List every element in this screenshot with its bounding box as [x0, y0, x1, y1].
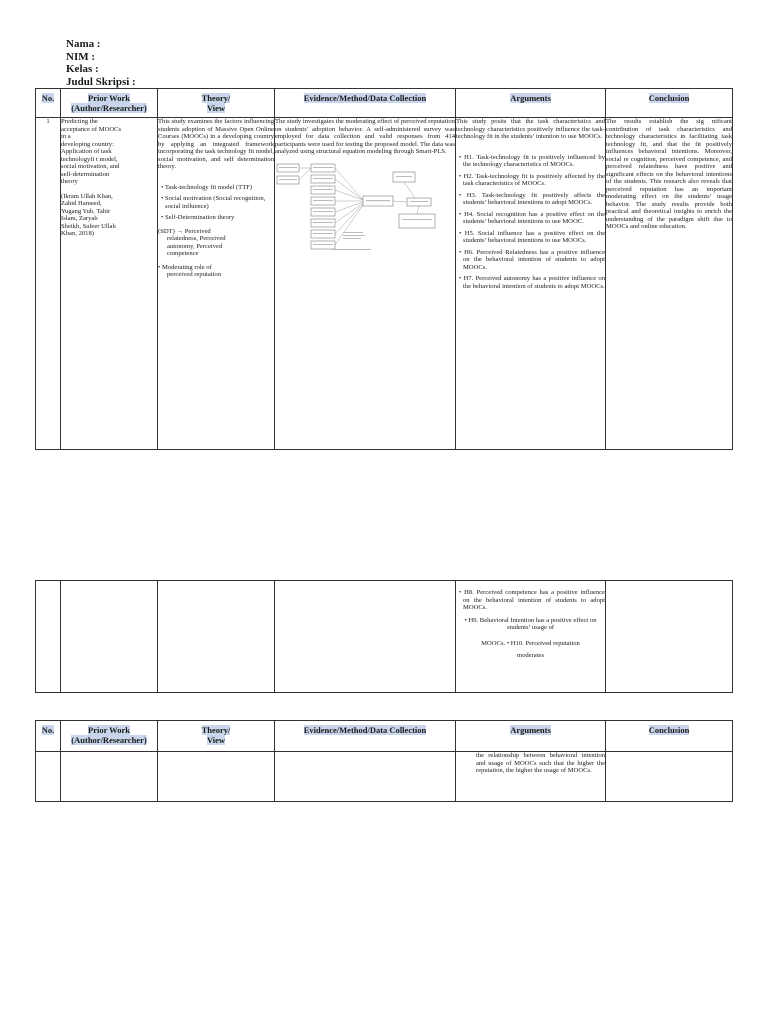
- nama-label: Nama :: [66, 38, 101, 50]
- theory-bullet: • Social motivation (Social recognition, social influence): [161, 195, 266, 210]
- hypothesis-h4: • H4. Social recognition has a positive effect on the students’ behavioral intentions to use MOOC.: [459, 210, 605, 225]
- moderating-bullet: • Moderating role of: [158, 263, 212, 271]
- col-no: No.: [36, 89, 61, 118]
- col-conclusion: Conclusion: [606, 89, 733, 118]
- nim-label: NIM :: [66, 50, 96, 63]
- theory-bullet: • Self-Determination theory: [161, 214, 235, 221]
- prior-work-cell: [61, 118, 158, 450]
- hypothesis-h2: • H2. Task-technology fit is positively affected by the task characteristics of MOOCs.: [459, 172, 605, 187]
- row-number: 1: [36, 118, 61, 450]
- paper-title: Predicting the acceptance of MOOCs in a developing country: Application of task technologyfi t model, social motivation, and self-determination theory: [61, 118, 122, 185]
- arguments-cell: [456, 118, 606, 450]
- empty-cell: [158, 581, 275, 693]
- empty-cell: [36, 581, 61, 693]
- arguments-intro: This study posits that the task characteristics and technology characteristics positively influence the task-technology fit in the students’ intention to use MOOCs.: [456, 118, 605, 140]
- arguments-cell: [456, 581, 606, 693]
- col-theory: Theory/ View: [158, 89, 275, 118]
- hypothesis-h7: • H7. Perceived autonomy has a positive influence on the behavioral intention of students to adopt MOOCs.: [459, 275, 605, 290]
- table-row: [36, 581, 733, 693]
- hypothesis-h9: • H9. Behavioral Intention has a positive effect on students’ usage of: [464, 616, 597, 631]
- sdt-line: (SDT) → Perceived: [158, 227, 211, 235]
- empty-cell: [158, 752, 275, 802]
- arguments-cell: the relationship between behavioral intention and usage of MOOCs such that the higher the reputation, the higher the usage of MOOCs.: [456, 752, 606, 802]
- table-header-row: [36, 721, 733, 752]
- evidence-cell: [275, 118, 456, 450]
- theory-bullet: • Task-technology fit model (TTF): [161, 183, 253, 191]
- hypothesis-h1: • H1. Task-technology fit is positively influenced by the technology characteristics of MOOCs.: [459, 153, 605, 168]
- theory-intro: This study examines the factors influencing students adoption of Massive Open Online Courses (MOOCs) in a developing country by applying an integrated framework incorporating the task technology fit model, social motivation, and self determination theory.: [158, 118, 274, 170]
- empty-cell: [606, 581, 733, 693]
- col-arguments: Arguments: [456, 89, 606, 118]
- judul-skripsi-label: Judul Skripsi :: [66, 75, 136, 88]
- table-row: [36, 118, 733, 450]
- evidence-text: The study investigates the moderating effect of perceived reputation on students’ adoption behavior. A self-administered survey was employed for data collection and valid responses from 414 participants were used for testing the proposed model. The data was analyzed using structural equation modeling through Smart-PLS.: [275, 118, 455, 155]
- kelas-label: Kelas :: [66, 63, 99, 75]
- literature-table-1: [35, 88, 733, 450]
- paper-authors: (Ikram Ullah Khan, Zahid Hameed, Yugang Yub, Tahir Islam, Zaryab Sheikh, Safeer Ullah Khan, 2018): [61, 192, 116, 237]
- empty-cell: [61, 581, 158, 693]
- col-evidence: Evidence/Method/Data Collection: [275, 721, 456, 752]
- literature-table-3: [35, 720, 733, 802]
- empty-cell: [275, 752, 456, 802]
- hypothesis-h6: • H6. Perceived Relatedness has a positive influence on the behavioral intention of students to adopt MOOCs.: [459, 248, 605, 271]
- col-no: No.: [36, 721, 61, 752]
- moderating-detail: perceived reputation: [167, 271, 222, 278]
- conclusion-cell: The results establish the sig nificant contribution of task characteristics and technology characteristics in facilitating task technology fit, and that the fit positively influences behavioral intentions. Moreover, social re cognition, perceived competence, and perceived relatedness have positive and significant effects on the behavioral intentions of the students. This research also reveals that perceived reputation has an important moderating effect on the students’ usage behavior. The study results provide both practical and theoretical insights to enrich the understanding of the paradigm shift due to MOOCs and online education.: [606, 118, 733, 450]
- col-prior-work: Prior Work (Author/Researcher): [61, 89, 158, 118]
- col-theory: Theory/ View: [158, 721, 275, 752]
- empty-cell: [606, 752, 733, 802]
- moderates-text: moderates: [516, 652, 545, 659]
- col-conclusion: Conclusion: [606, 721, 733, 752]
- hypothesis-h5: • H5. Social influence has a positive effect on the students’ behavioral intentions to use MOOCs.: [459, 229, 605, 244]
- hypothesis-h10: MOOCs. • H10. Perceived reputation: [481, 639, 580, 647]
- col-evidence: Evidence/Method/Data Collection: [275, 89, 456, 118]
- hypothesis-h3: • H3. Task-technology fit positively affects the students’ behavioral intentions to adopt MOOCs.: [459, 191, 605, 206]
- table-row: [36, 752, 733, 802]
- student-info-header: [66, 38, 136, 88]
- theory-cell: [158, 118, 275, 450]
- empty-cell: [36, 752, 61, 802]
- hypothesis-h8: • H8. Perceived competence has a positive influence on the behavioral intention of students to adopt MOOCs.: [459, 589, 605, 611]
- col-arguments: Arguments: [456, 721, 606, 752]
- research-model-diagram: [275, 162, 443, 252]
- literature-table-2: [35, 580, 733, 693]
- sdt-detail: relatedness, Perceived autonomy, Perceived competence: [167, 235, 226, 257]
- empty-cell: [275, 581, 456, 693]
- table-header-row: [36, 89, 733, 118]
- col-prior-work: Prior Work (Author/Researcher): [61, 721, 158, 752]
- empty-cell: [61, 752, 158, 802]
